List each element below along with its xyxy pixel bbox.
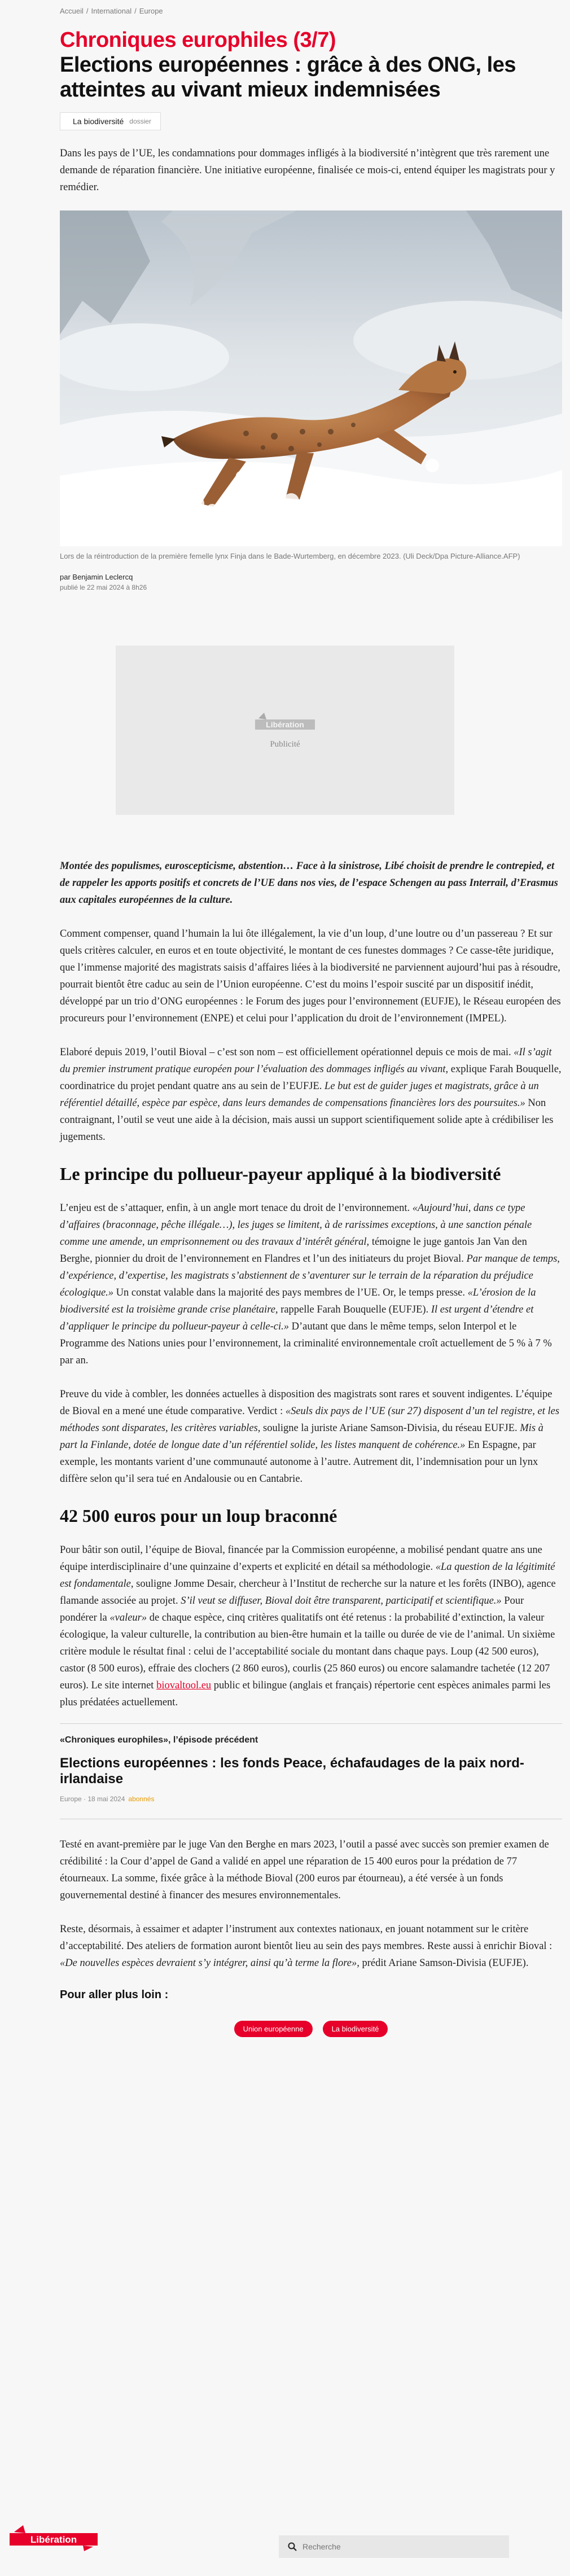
liberation-logo[interactable] (8, 2524, 99, 2552)
lynx-photo (60, 210, 562, 546)
article-standfirst: Dans les pays de l’UE, les condamnations pour dommages infligés à la biodiversité n’intègrent que très rarement une demande de réparation financière. Une initiative européenne, finalisée ce mois-ci, entend équiper les magistrats pour y remédier. (60, 148, 555, 193)
breadcrumb-international[interactable]: International (91, 7, 132, 15)
paragraph: Pour bâtir son outil, l’équipe de Bioval, financée par la Commission européenne, a mobilisé pendant quatre ans une équipe interdisciplinaire d’une quinzaine d’experts et explicité en détail sa méthodologie. «La question de la légitimité est fondamentale, souligne Jomme Desair, chercheur à l’Institut de recherche sur la nature et les forêts (INBO), agence flamande associée au projet. S’il veut se diffuser, Bioval doit être transparent, participatif et scientifique.» Pour pondérer la «valeur» de chaque espèce, cinq critères qualitatifs ont été retenus : la probabilité d’extinction, la valeur écologique, la valeur culturelle, la contribution au bien-être humain et la taille ou durée de vie de l’animal. Un sixième critère module le résultat final : celui de l’acceptabilité sociale du montant dans chaque pays. Loup (42 500 euros), castor (8 500 euros), effraie des clochers (2 860 euros), courlis (25 860 euros) ou encore salamandre tachetée (12 207 euros). Le site internet biovaltool.eu public et bilingue (anglais et français) répertorie cent espèces animales parmi les plus prédatées actuellement. (60, 1544, 556, 1708)
section-heading: Le principe du pollueur-payeur appliqué à la biodiversité (60, 1164, 501, 1184)
paragraph: Testé en avant-première par le juge Van den Berghe en mars 2023, l’outil a passé avec succès son premier examen de crédibilité : la Cour d’appel de Gand a validé en appel une réparation de 15 400 euros pour la prédation de 77 étourneaux. La somme, fixée grâce à la méthode Bioval (200 euros par étourneau), a été versée à un fonds gouvernemental destiné à financer des mesures environnementales. (60, 1839, 549, 1901)
search-box[interactable] (279, 2535, 509, 2558)
paragraph: Reste, désormais, à essaimer et adapter l’instrument aux contextes nationaux, en jouant notamment sur le critère d’acceptabilité. Des ateliers de formation auront bientôt lieu au sein des pays membres. Reste aussi à enrichir Bioval : «De nouvelles espèces devraient s’y intégrer, ainsi qu’à terme la flore», prédit Ariane Samson-Divisia (EUFJE). (60, 1924, 553, 1969)
page-title (60, 28, 562, 102)
further-reading-heading: Pour aller plus loin : (60, 1989, 169, 2001)
subscriber-badge: abonnés (128, 1795, 155, 1803)
paragraph: L’enjeu est de s’attaquer, enfin, à un angle mort tenace du droit de l’environnement. «Aujourd’hui, dans ce type d’affaires (braconnage, pêche illégale…), les juges se limitent, à de rarissimes exceptions, à une sanction pénale comme une amende, un emprisonnement ou des travaux d’intérêt général, témoigne le juge gantois Jan Van den Berghe, pionnier du droit de l’environnement en Flandres et l’un des initiateurs du projet Bioval. Par manque de temps, d’expérience, d’expertise, les magistrats s’abstiennent de s’aventurer sur le terrain de la réparation du préjudice écologique.» Un constat valable dans la majorité des pays membres de l’UE. Or, le temps presse. «L’érosion de la biodiversité est la troisième grande crise planétaire, rappelle Farah Bouquelle (EUFJE). Il est urgent d’étendre et d’appliquer le principe du pollueur-payeur à celle-ci.» D’autant que dans le même temps, selon Interpol et le Programme des Nations unies pour l’environnement, la criminalité environnementale croît actuellement de 5 % à 7 % par an. (60, 1203, 560, 1366)
search-input[interactable] (302, 2542, 472, 2551)
headline: Elections européennes : grâce à des ONG, les atteintes au vivant mieux indemnisées (60, 53, 516, 102)
ad-label: Publicité (270, 739, 300, 749)
topic-tags (60, 2021, 562, 2037)
footer (0, 2449, 570, 2576)
publish-date: publié le 22 mai 2024 à 8h26 (60, 583, 147, 591)
section-heading: 42 500 euros pour un loup braconné (60, 1506, 337, 1526)
paragraph: Elaboré depuis 2019, l’outil Bioval – c’est son nom – est officiellement opérationnel depuis ce mois de mai. «Il s’agit du premier instrument pratique européen pour l’évaluation des dommages infligés au vivant, explique Farah Bouquelle, coordinatrice du projet pendant quatre ans au sein de l’EUFJE. Le but est de guider juges et magistrats, grâce à un référentiel détaillé, espèce par espèce, dans leurs demandes de compensations financières lors des poursuites.» Non contraignant, l’outil se veut une aide à la décision, mais aussi un support scientifiquement solide apte à crédibiliser les jugements. (60, 1047, 562, 1143)
series-title: Chroniques europhiles (3/7) (60, 28, 336, 52)
author[interactable]: par Benjamin Leclercq (60, 573, 133, 581)
paragraph: Comment compenser, quand l’humain la lui ôte illégalement, la vie d’un loup, d’une loutre ou d’un passereau ? Et sur quels critères calculer, en euros et en toute objectivité, le montant de ces funestes dommages ? Ce casse-tête juridique, que l’immense majorité des magistrats saisis d’affaires liées à la biodiversité ne parviennent aujourd’hui pas à résoudre, pourrait bientôt être caduc au sein de l’Union européenne. C’est du moins l’espoir suscité par un dispositif inédit, développé par un trio d’ONG européennes : le Forum des juges pour l’environnement (EUFJE), le Réseau européen des procureurs pour l’environnement (ENPE) et celui pour l’application du droit de l’environnement (IMPEL). (60, 928, 561, 1024)
tag-union-europeenne[interactable]: Union européenne (234, 2021, 313, 2037)
search-icon[interactable] (288, 2542, 297, 2551)
related-article[interactable] (60, 1723, 562, 1819)
related-label: «Chroniques europhiles», l’épisode précédent (60, 1735, 258, 1745)
article-body (60, 858, 562, 1972)
photo-caption: Lors de la réintroduction de la première femelle lynx Finja dans le Bade-Wurtemberg, en décembre 2023. (Uli Deck/Dpa Picture-Alliance.AFP) (60, 552, 520, 560)
topic-tag-dossier: dossier (129, 117, 151, 125)
breadcrumb-europe[interactable]: Europe (139, 7, 163, 15)
topic-tag[interactable] (60, 112, 161, 130)
liberation-logo-icon (254, 712, 316, 736)
paragraph: Preuve du vide à combler, les données actuelles à disposition des magistrats sont rares et souvent indigentes. L’équipe de Bioval en a mené une étude comparative. Verdict : «Seuls dix pays de l’UE (sur 27) disposent d’un tel registre, et les méthodes sont disparates, les critères variables, souligne la juriste Ariane Samson-Divisia, du réseau EUFJE. Mis à part la Finlande, dotée de longue date d’un référentiel solide, les listes manquent de cohérence.» En Espagne, par exemple, les montants varient d’une communauté autonome à l’autre. Autrement dit, l’indemnisation pour un lynx diffère selon qu’il sera tué en Andalousie ou en Cantabrie. (60, 1389, 560, 1485)
biovaltool-link[interactable]: biovaltool.eu (156, 1680, 212, 1691)
svg-text:Libération: Libération (30, 2534, 77, 2545)
svg-text:Libération: Libération (266, 719, 304, 729)
advertisement (116, 646, 454, 815)
article-lede: Montée des populismes, euroscepticisme, abstention… Face à la sinistrose, Libé choisit de prendre le contrepied, et de rappeler les apports positifs et concrets de l’UE dans nos vies, de l’espace Schengen au pass Interrail, d’Erasmus aux capitales européennes de la culture. (60, 861, 558, 906)
tag-biodiversite[interactable]: La biodiversité (323, 2021, 388, 2037)
breadcrumb: Accueil / International / Europe (60, 7, 163, 15)
breadcrumb-home[interactable]: Accueil (60, 7, 84, 15)
topic-tag-label: La biodiversité (73, 117, 124, 126)
related-meta: Europe · 18 mai 2024 abonnés (60, 1795, 155, 1803)
related-title[interactable]: Elections européennes : les fonds Peace, échafaudages de la paix nord-irlandaise (60, 1756, 524, 1787)
